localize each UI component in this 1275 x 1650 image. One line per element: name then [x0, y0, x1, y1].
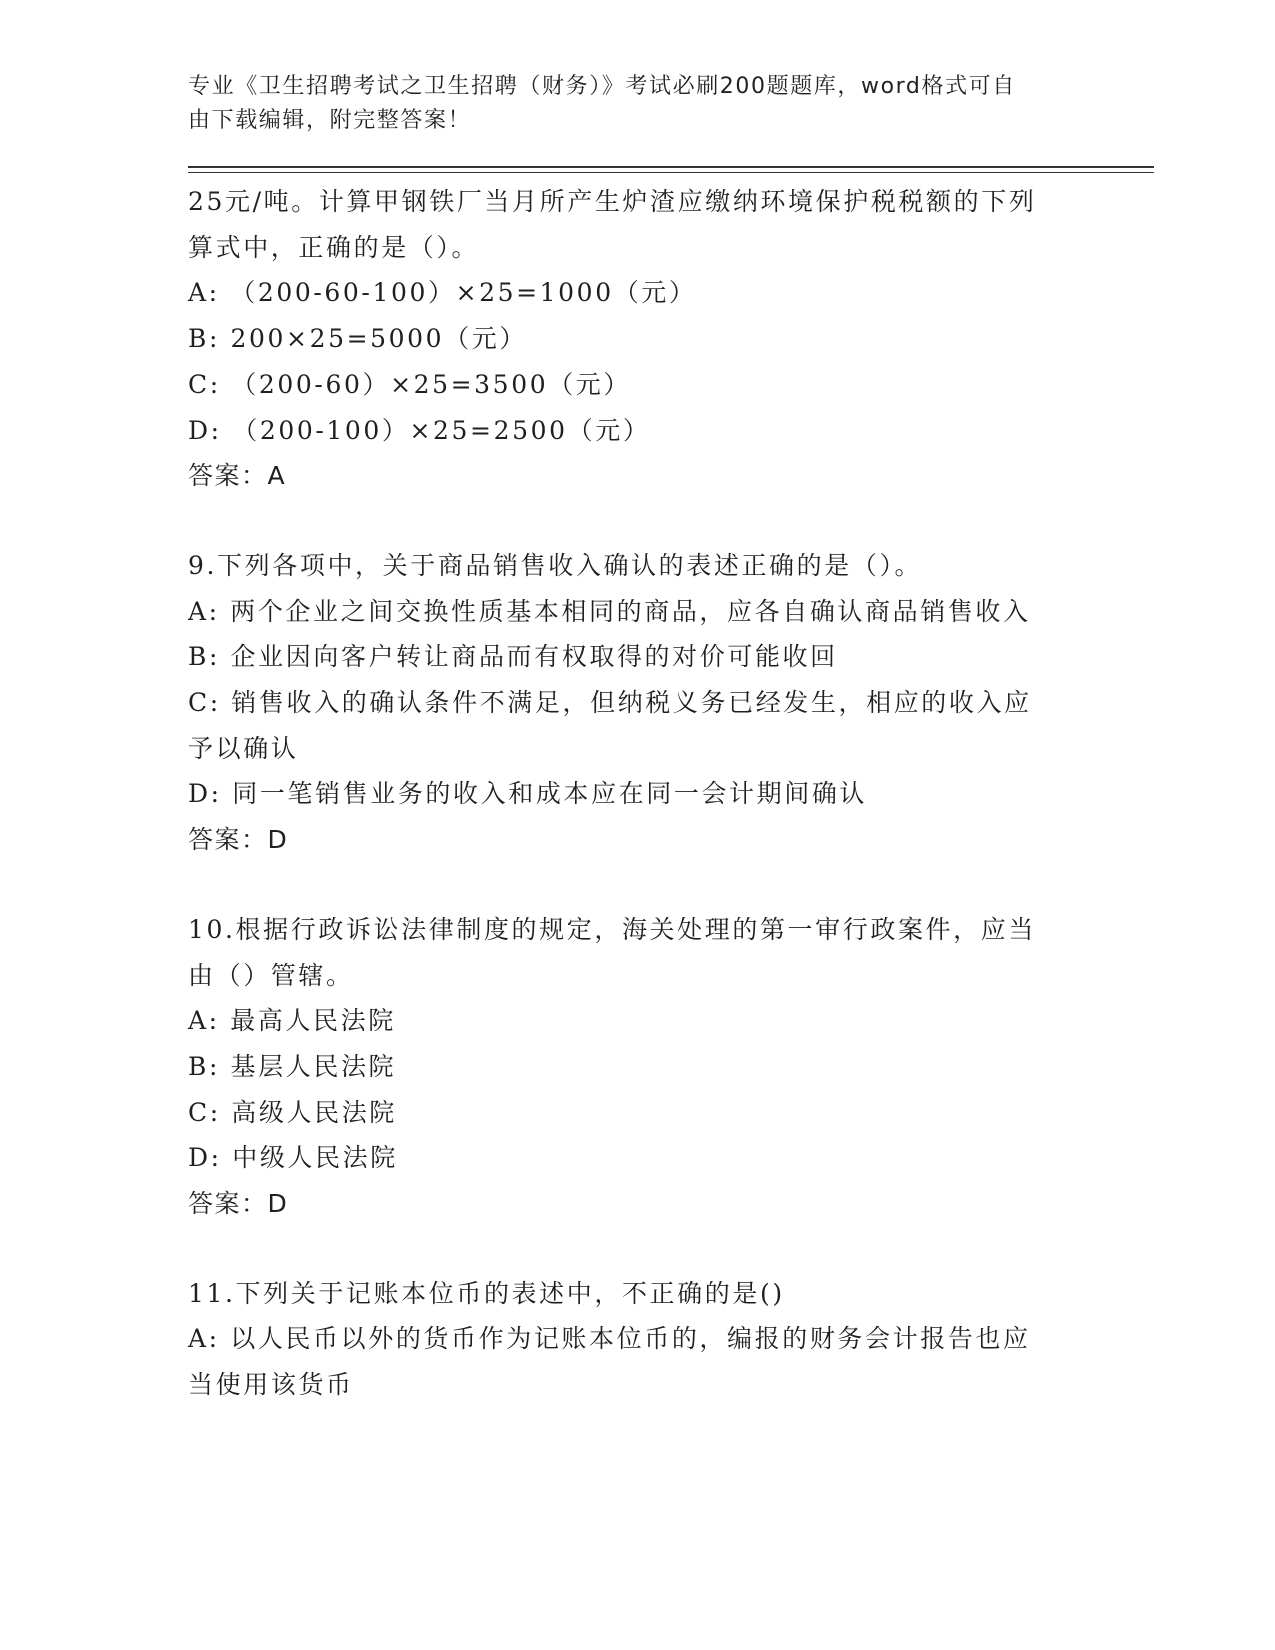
answer: 答案：D	[188, 825, 289, 855]
question-8	[188, 179, 1154, 499]
header-line-1: 专业《卫生招聘考试之卫生招聘（财务）》考试必刷200题题库，word格式可自	[188, 74, 1016, 99]
option-b: B: 基层人民法院	[188, 1051, 397, 1081]
question-10	[188, 907, 1154, 1227]
option-d: D: 中级人民法院	[188, 1143, 398, 1173]
question-stem: 11.下列关于记账本位币的表述中，不正确的是()	[188, 1278, 785, 1308]
answer: 答案：D	[188, 1189, 289, 1219]
option-c-continued: 予以确认	[188, 733, 299, 763]
header-divider	[188, 166, 1154, 173]
option-c: C: 高级人民法院	[188, 1097, 397, 1127]
option-a-continued: 当使用该货币	[188, 1370, 354, 1400]
option-d: D: （200-100）×25=2500（元）	[188, 415, 651, 445]
header-line-2: 由下载编辑，附完整答案！	[188, 108, 472, 133]
answer: 答案：A	[188, 461, 287, 491]
option-a: A: 两个企业之间交换性质基本相同的商品，应各自确认商品销售收入	[188, 596, 1031, 626]
question-9	[188, 543, 1154, 863]
option-c: C: （200-60）×25=3500（元）	[188, 369, 632, 399]
option-b: B: 200×25=5000（元）	[188, 324, 527, 354]
question-stem: 9.下列各项中，关于商品销售收入确认的表述正确的是（）。	[188, 550, 923, 580]
option-d: D: 同一笔销售业务的收入和成本应在同一会计期间确认	[188, 779, 868, 809]
question-stem: 10.根据行政诉讼法律制度的规定，海关处理的第一审行政案件，应当	[188, 914, 1036, 944]
document-header	[188, 70, 1154, 138]
option-b: B: 企业因向客户转让商品而有权取得的对价可能收回	[188, 642, 838, 672]
question-11	[188, 1271, 1154, 1408]
question-stem: 算式中，正确的是（）。	[188, 232, 480, 262]
question-stem: 由（）管辖。	[188, 960, 354, 990]
document-page	[188, 70, 1154, 1408]
option-a: A: 以人民币以外的货币作为记账本位币的，编报的财务会计报告也应	[188, 1324, 1031, 1354]
option-a: A: 最高人民法院	[188, 1006, 396, 1036]
question-stem: 25元/吨。计算甲钢铁厂当月所产生炉渣应缴纳环境保护税税额的下列	[188, 187, 1037, 216]
option-a: A: （200-60-100）×25=1000（元）	[188, 278, 697, 308]
option-c: C: 销售收入的确认条件不满足，但纳税义务已经发生，相应的收入应	[188, 688, 1032, 718]
question-list	[188, 179, 1154, 1408]
